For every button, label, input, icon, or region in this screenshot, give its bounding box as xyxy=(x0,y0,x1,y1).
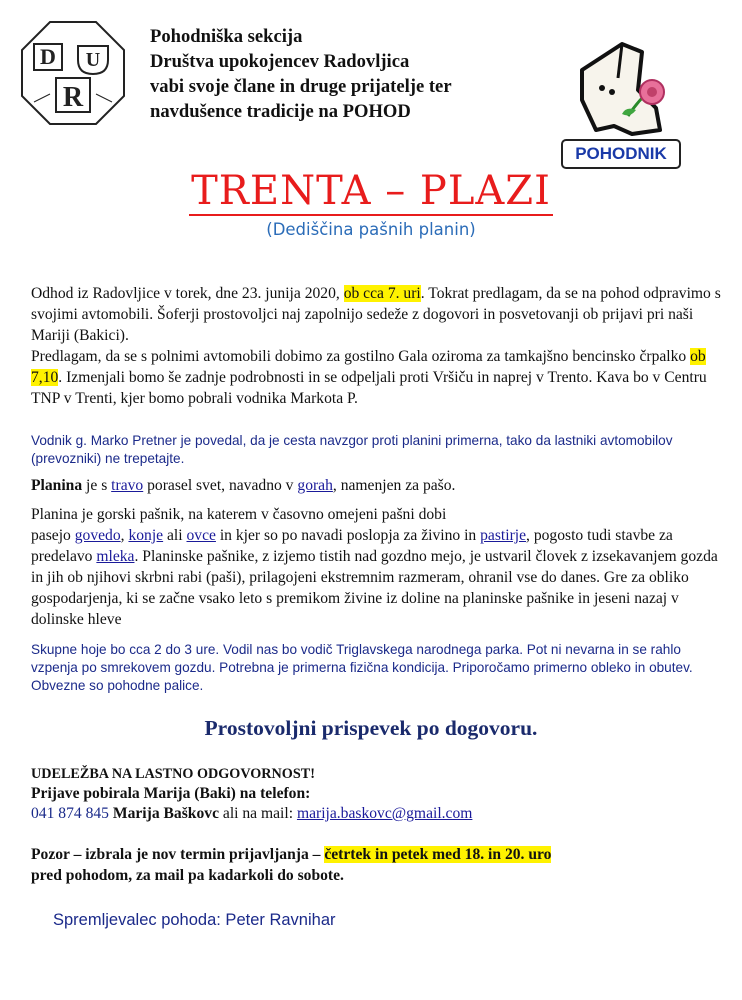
text-run: Odhod iz Radovljice v torek, dne 23. junija 2020, xyxy=(31,285,344,302)
title-text: TRENTA – PLAZI xyxy=(191,168,551,214)
link-mleka[interactable]: mleka xyxy=(96,548,135,565)
contact-line xyxy=(31,804,472,824)
highlight-schedule: četrtek in petek med 18. in 20. uro xyxy=(324,846,552,863)
text-run: porasel svet, navadno v xyxy=(143,477,298,494)
text-run: Pozor – izbrala je nov termin prijavljanja – xyxy=(31,846,325,863)
text-run: , namenjen za pašo. xyxy=(332,477,456,494)
pohodnik-label: POHODNIK xyxy=(575,144,667,163)
guide-note: Vodnik g. Marko Pretner je povedal, da je cesta navzgor proti planini primerna, tako da lastniki avtomobilov (prevozniki) ne trepetajte. xyxy=(31,433,673,466)
registration-notice xyxy=(31,844,551,886)
highlight-time: ob cca 7. uri xyxy=(343,285,421,302)
link-pastirje[interactable]: pastirje xyxy=(480,527,527,544)
hike-details-note: Skupne hoje bo cca 2 do 3 ure. Vodil nas bo vodič Triglavskega narodnega parka. Pot ni nevarna in se rahlo vzpenja po smrekovem gozdu. Potrebna je primerna fizična kondicija. Priporočamo primerno obleko in obutev. Obvezne so pohodne palice. xyxy=(31,642,693,693)
text-run: je s xyxy=(82,477,112,494)
header-line: navdušence tradicije na POHOD xyxy=(150,101,411,122)
pasnik-paragraph xyxy=(31,504,721,630)
text-run: . Tokrat predlagam, da se na pohod odpravimo s svojimi avtomobili. Šoferji prostovoljci naj zapolnijo sedeže z dogovori in posvetovanji ob prijavi pri naši Mariji (Bakici). xyxy=(31,285,721,344)
highlight-time: ob 7,10 xyxy=(31,348,706,386)
text-run: , pogosto tudi stavbe za predelavo xyxy=(31,527,673,565)
link-konje[interactable]: konje xyxy=(128,527,164,544)
link-travo[interactable]: travo xyxy=(111,477,144,494)
departure-paragraph xyxy=(31,283,721,409)
contact-name: Marija Baškovc xyxy=(112,805,219,822)
society-logo xyxy=(20,20,126,126)
text-run: pasejo xyxy=(31,527,75,544)
text-run: pred pohodom, za mail pa kadarkoli do sobote. xyxy=(31,867,344,884)
page-title xyxy=(0,168,742,214)
text-run: . Planinske pašnike, z izjemo tistih nad gozdno mejo, je ustvaril človek z izsekavanjem gozda in jih ob njihovi skrbni rabi (paši), prilagojeni ekstremnim razmeram, ohranil vse do danes. Gre za obliko gospodarjenja, ki se začne vsako leto s premikom živine iz doline na planinske pašnike in jeseni nazaj v dolinske hleve xyxy=(31,548,718,628)
registration-info xyxy=(31,765,472,824)
header-intro xyxy=(150,24,452,124)
text-run: . Izmenjali bomo še zadnje podrobnosti in se odpeljali proti Vršiču in naprej v Trento. Kava bo v Centru TNP v Trenti, kjer bomo pobrali vodnika Markota P. xyxy=(31,369,707,407)
text-run: ali xyxy=(163,527,187,544)
svg-text:R: R xyxy=(62,82,84,113)
text-run: Predlagam, da se s polnimi avtomobili dobimo za gostilno Gala oziroma za tamkajšno bencinsko črpalko xyxy=(31,348,691,365)
link-govedo[interactable]: govedo xyxy=(74,527,121,544)
responsibility-line: UDELEŽBA NA LASTNO ODGOVORNOST! xyxy=(31,766,315,782)
text-run: in kjer so po navadi poslopja za živino in xyxy=(215,527,481,544)
text-run: ali na mail: xyxy=(219,805,297,822)
text-run: Planina je gorski pašnik, na katerem v časovno omejeni pašni dobi xyxy=(31,506,447,523)
header-line: vabi svoje člane in druge prijatelje ter xyxy=(150,76,452,97)
hike-companion: Spremljevalec pohoda: Peter Ravnihar xyxy=(53,911,336,929)
pohodnik-logo xyxy=(552,30,692,178)
header-line: Društva upokojencev Radovljica xyxy=(150,51,410,72)
planina-definition xyxy=(31,475,721,496)
svg-text:U: U xyxy=(85,49,101,71)
term: Planina xyxy=(31,477,83,494)
phone-number[interactable]: 041 874 845 xyxy=(31,805,109,822)
link-ovce[interactable]: ovce xyxy=(186,527,216,544)
page-subtitle: (Dediščina pašnih planin) xyxy=(266,220,476,239)
email-link[interactable]: marija.baskovc@gmail.com xyxy=(296,805,473,822)
header-line: Pohodniška sekcija xyxy=(150,26,303,47)
text-run: , xyxy=(120,527,129,544)
svg-text:D: D xyxy=(40,44,56,69)
registration-line: Prijave pobirala Marija (Baki) na telefon: xyxy=(31,785,311,802)
contribution-heading: Prostovoljni prispevek po dogovoru. xyxy=(204,716,538,740)
link-gorah[interactable]: gorah xyxy=(297,477,333,494)
